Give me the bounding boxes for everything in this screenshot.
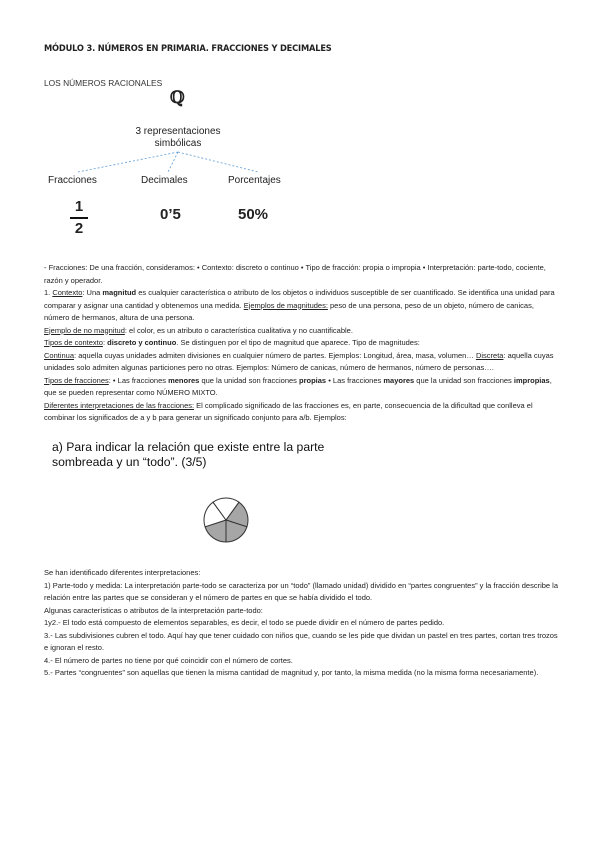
text-run: : aquella cuyas unidades admiten divisiones en cualquier número de partes. Ejemplos: Longitud, área, masa, volumen…	[74, 350, 476, 360]
term-interpretaciones: Diferentes interpretaciones de las fracciones:	[44, 400, 195, 410]
connector-fracciones	[78, 152, 178, 172]
text-run: es cualquier característica o atributo de los objetos o individuos susceptible de ser cuantificado. Se identifica una unidad para comparar y asignar una cantidad y obtenemos una medida.	[44, 288, 555, 310]
term-magnitud: magnitud	[102, 288, 137, 297]
term-continua: Continua	[44, 350, 75, 360]
text-run: • Las fracciones	[326, 375, 384, 385]
term-mayores: mayores	[383, 375, 415, 385]
paragraph-item-4: 4.- El número de partes no tiene por qué coincidir con el número de cortes.	[44, 655, 293, 665]
term-propias: propias	[299, 375, 327, 385]
text-run: que la unidad son fracciones	[199, 375, 300, 385]
term-contexto: Contexto	[52, 288, 83, 297]
paragraph-tipos-contexto	[44, 337, 560, 350]
fraction-example	[70, 198, 88, 238]
pie-chart-three-fifths	[196, 490, 256, 550]
example-line-2: sombreada y un “todo”. (3/5)	[52, 455, 207, 469]
section-interpretaciones-text	[44, 567, 560, 680]
term-tipos-contexto: Tipos de contexto	[44, 338, 103, 347]
text-run: : Una	[82, 288, 103, 297]
representations-label	[118, 126, 238, 150]
paragraph-contexto	[44, 287, 560, 325]
section-subtitle: LOS NÚMEROS RACIONALES	[44, 78, 163, 88]
text-run: : • Las fracciones	[108, 375, 169, 385]
paragraph-item-3: 3.- Las subdivisiones cubren el todo. Aquí hay que tener cuidado con niños que, cuando se les pide que dividan un pastel en tres partes, cortan tres trozos e ignoran el resto.	[44, 630, 558, 652]
decimal-example: 0’5	[160, 206, 181, 223]
term-ejemplos-magnitudes: Ejemplos de magnitudes:	[243, 300, 328, 310]
text-run: El complicado significado de las fracciones es, en parte, consecuencia de la dificultad que conlleva el combinar los significados de a y b para generar un significado conjunto para a/b. Ejemplos:	[44, 400, 533, 422]
paragraph-parte-todo: 1) Parte-todo y medida: La interpretación parte-todo se caracteriza por un “todo” (llamado unidad) dividido en “partes congruentes” y la fracción describe la relación entre las partes que se consideran y el número de partes en que se había dividido el todo.	[44, 580, 559, 602]
representations-line-2: simbólicas	[154, 138, 202, 149]
fraction-denominator: 2	[74, 220, 84, 237]
text-run: , que se pueden representar como NÚMERO MIXTO.	[44, 375, 552, 397]
paragraph-item-5: 5.- Partes “congruentes” son aquellas que tienen la misma cantidad de magnitud y, por tanto, la misma medida (no la misma forma necesariamente).	[44, 668, 539, 677]
connector-decimales	[168, 152, 178, 172]
term-tipos-fracciones: Tipos de fracciones	[44, 375, 109, 385]
term-menores: menores	[168, 375, 200, 385]
text-run: . Se distinguen por el tipo de magnitud que aparece. Tipo de magnitudes:	[176, 338, 420, 347]
text-run: : el color, es un atributo o característica cualitativa y no cuantificable.	[124, 325, 353, 335]
paragraph-fracciones-intro: - Fracciones: De una fracción, consideramos: • Contexto: discreto o continuo • Tipo de fracción: propia o impropia • Interpretación: parte-todo, cociente, razón y operador.	[44, 263, 546, 285]
example-line-1: a) Para indicar la relación que existe entre la parte	[52, 440, 325, 454]
example-caption	[52, 440, 324, 470]
category-porcentajes: Porcentajes	[228, 175, 281, 186]
paragraph-continua-discreta	[44, 350, 560, 375]
paragraph-interpretaciones	[44, 400, 560, 425]
fraction-bar	[70, 217, 88, 219]
connector-porcentajes	[178, 152, 258, 172]
text-run: peso de una persona, peso de un objeto, número de canicas, número de hermanos, altura de una persona.	[44, 300, 534, 322]
paragraph-item-1y2: 1y2.- El todo está compuesto de elementos separables, es decir, el todo se puede dividir en el número de partes pedido.	[44, 618, 445, 627]
fraction-numerator: 1	[74, 198, 84, 215]
text-run: :	[102, 338, 108, 347]
paragraph-no-magnitud	[44, 325, 560, 338]
percentage-example: 50%	[238, 206, 269, 223]
term-discreta: Discreta	[475, 350, 504, 360]
list-number: 1.	[44, 288, 53, 297]
page-title: MÓDULO 3. NÚMEROS EN PRIMARIA. FRACCIONES Y DECIMALES	[44, 44, 332, 54]
representations-line-1: 3 representaciones	[135, 126, 221, 137]
paragraph-se-han-identificado: Se han identificado diferentes interpretaciones:	[44, 568, 201, 577]
section-fracciones-text	[44, 262, 560, 425]
text-run: que la unidad son fracciones	[414, 375, 514, 385]
rational-numbers-symbol: ℚ	[170, 88, 185, 108]
term-no-magnitud: Ejemplo de no magnitud	[44, 325, 125, 335]
paragraph-tipos-fracciones	[44, 375, 560, 400]
category-decimales: Decimales	[141, 175, 188, 186]
text-run: : aquella cuyas unidades solo admiten algunas particiones pero no otras. Ejemplos: Número de canicas, número de hermanos, número de personas….	[44, 350, 554, 372]
paragraph-caracteristicas: Algunas características o atributos de la interpretación parte-todo:	[44, 605, 263, 615]
term-impropias: impropias	[513, 375, 550, 385]
term-discreto-continuo: discreto y continuo	[107, 338, 177, 347]
category-fracciones: Fracciones	[48, 175, 97, 186]
